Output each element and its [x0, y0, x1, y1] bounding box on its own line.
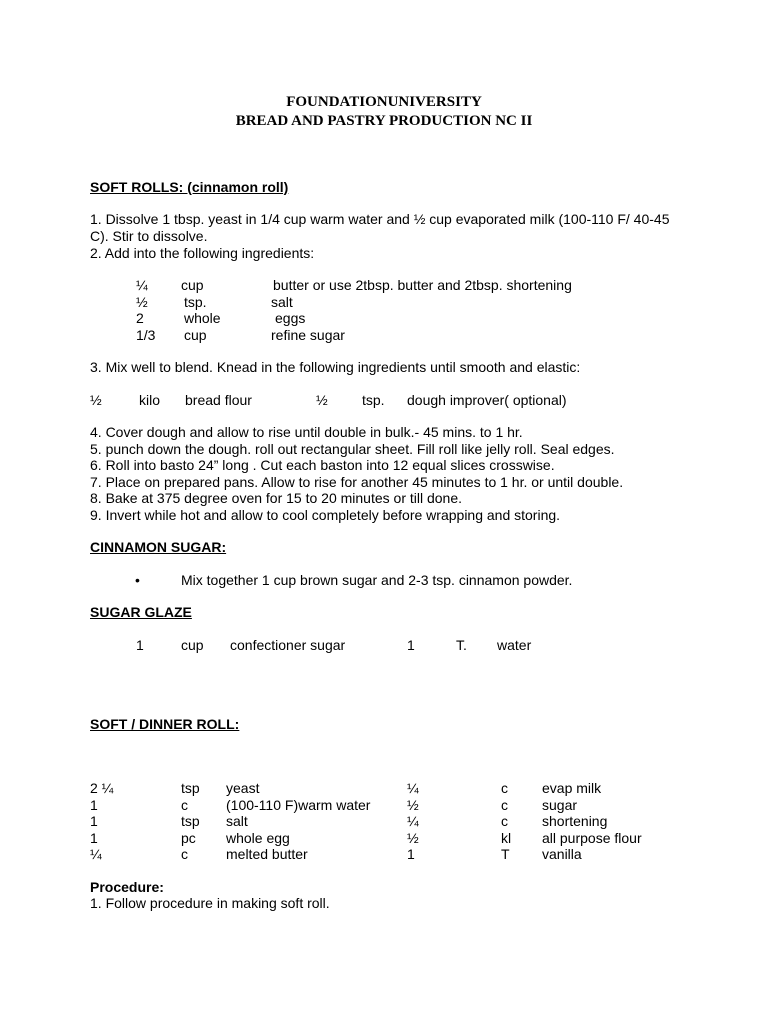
dinner-qty: ½	[407, 797, 419, 813]
step-1-line-1: 1. Dissolve 1 tbsp. yeast in 1/4 cup warm water and ½ cup evaporated milk (100-110 F/ 40-45	[90, 211, 670, 227]
course-title: BREAD AND PASTRY PRODUCTION NC II	[235, 113, 533, 129]
dinner-qty: 1	[407, 846, 415, 862]
dinner-roll-heading: SOFT / DINNER ROLL:	[90, 716, 240, 732]
dinner-unit: c	[501, 797, 508, 813]
dinner-unit: c	[501, 813, 508, 829]
cinnamon-sugar-heading: CINNAMON SUGAR:	[90, 539, 227, 555]
dinner-unit: tsp	[181, 780, 200, 796]
dinner-unit: T	[501, 846, 510, 862]
improver-unit: tsp.	[362, 392, 385, 408]
glaze-unit: cup	[181, 637, 204, 653]
dinner-item: shortening	[542, 813, 608, 829]
dinner-qty: ¼	[407, 813, 419, 829]
flour-item: bread flour	[185, 392, 252, 408]
dinner-qty: ¼	[407, 780, 419, 796]
procedure-step-1: 1. Follow procedure in making soft roll.	[90, 895, 330, 911]
bullet-icon: •	[135, 572, 140, 588]
step-7: 7. Place on prepared pans. Allow to rise for another 45 minutes to 1 hr. or until double.	[90, 474, 624, 490]
ingredient-unit: cup	[181, 277, 204, 293]
dinner-item: all purpose flour	[542, 830, 642, 846]
step-2: 2. Add into the following ingredients:	[90, 245, 315, 261]
improver-item: dough improver( optional)	[407, 392, 567, 408]
ingredient-item: butter or use 2tbsp. butter and 2tbsp. shortening	[273, 277, 572, 293]
step-6: 6. Roll into basto 24” long . Cut each baston into 12 equal slices crosswise.	[90, 457, 555, 473]
dinner-qty: 1	[90, 813, 98, 829]
ingredient-qty: ½	[136, 294, 148, 310]
ingredient-item: salt	[271, 294, 293, 310]
dinner-unit: c	[181, 846, 188, 862]
sugar-glaze-heading: SUGAR GLAZE	[90, 604, 192, 620]
soft-rolls-heading: SOFT ROLLS: (cinnamon roll)	[90, 179, 289, 195]
dinner-qty: ¼	[90, 846, 102, 862]
dinner-item: whole egg	[226, 830, 290, 846]
flour-qty: ½	[90, 392, 102, 408]
dinner-item: salt	[226, 813, 248, 829]
dinner-unit: kl	[501, 830, 512, 846]
glaze-qty: 1	[136, 637, 144, 653]
dinner-item: sugar	[542, 797, 578, 813]
dinner-item: (100-110 F)warm water	[226, 797, 371, 813]
dinner-unit: pc	[181, 830, 196, 846]
dinner-item: vanilla	[542, 846, 582, 862]
water-item: water	[497, 637, 532, 653]
ingredient-item: eggs	[275, 310, 306, 326]
procedure-heading: Procedure:	[90, 879, 164, 895]
ingredient-unit: whole	[184, 310, 221, 326]
dinner-qty: 1	[90, 830, 98, 846]
step-3: 3. Mix well to blend. Knead in the following ingredients until smooth and elastic:	[90, 359, 581, 375]
dinner-item: melted butter	[226, 846, 308, 862]
ingredient-unit: tsp.	[184, 294, 207, 310]
ingredient-qty: 2	[136, 310, 144, 326]
dinner-qty: 1	[90, 797, 98, 813]
glaze-item: confectioner sugar	[230, 637, 346, 653]
university-title: FOUNDATIONUNIVERSITY	[286, 94, 482, 110]
dinner-item: yeast	[226, 780, 260, 796]
improver-qty: ½	[316, 392, 328, 408]
dinner-item: evap milk	[542, 780, 602, 796]
dinner-qty: ½	[407, 830, 419, 846]
dinner-qty: 2 ¼	[90, 780, 114, 796]
cinnamon-sugar-text: Mix together 1 cup brown sugar and 2-3 tsp. cinnamon powder.	[181, 572, 573, 588]
step-9: 9. Invert while hot and allow to cool completely before wrapping and storing.	[90, 507, 561, 523]
ingredient-qty: 1/3	[136, 327, 156, 343]
ingredient-item: refine sugar	[271, 327, 345, 343]
ingredient-qty: ¼	[136, 277, 148, 293]
ingredient-unit: cup	[184, 327, 207, 343]
step-4: 4. Cover dough and allow to rise until double in bulk.- 45 mins. to 1 hr.	[90, 424, 523, 440]
water-qty: 1	[407, 637, 415, 653]
dinner-unit: tsp	[181, 813, 200, 829]
dinner-unit: c	[181, 797, 188, 813]
water-unit: T.	[456, 637, 467, 653]
step-1-line-2: C). Stir to dissolve.	[90, 228, 208, 244]
dinner-unit: c	[501, 780, 508, 796]
flour-unit: kilo	[139, 392, 161, 408]
step-5: 5. punch down the dough. roll out rectangular sheet. Fill roll like jelly roll. Seal edges.	[90, 441, 615, 457]
step-8: 8. Bake at 375 degree oven for 15 to 20 minutes or till done.	[90, 490, 463, 506]
